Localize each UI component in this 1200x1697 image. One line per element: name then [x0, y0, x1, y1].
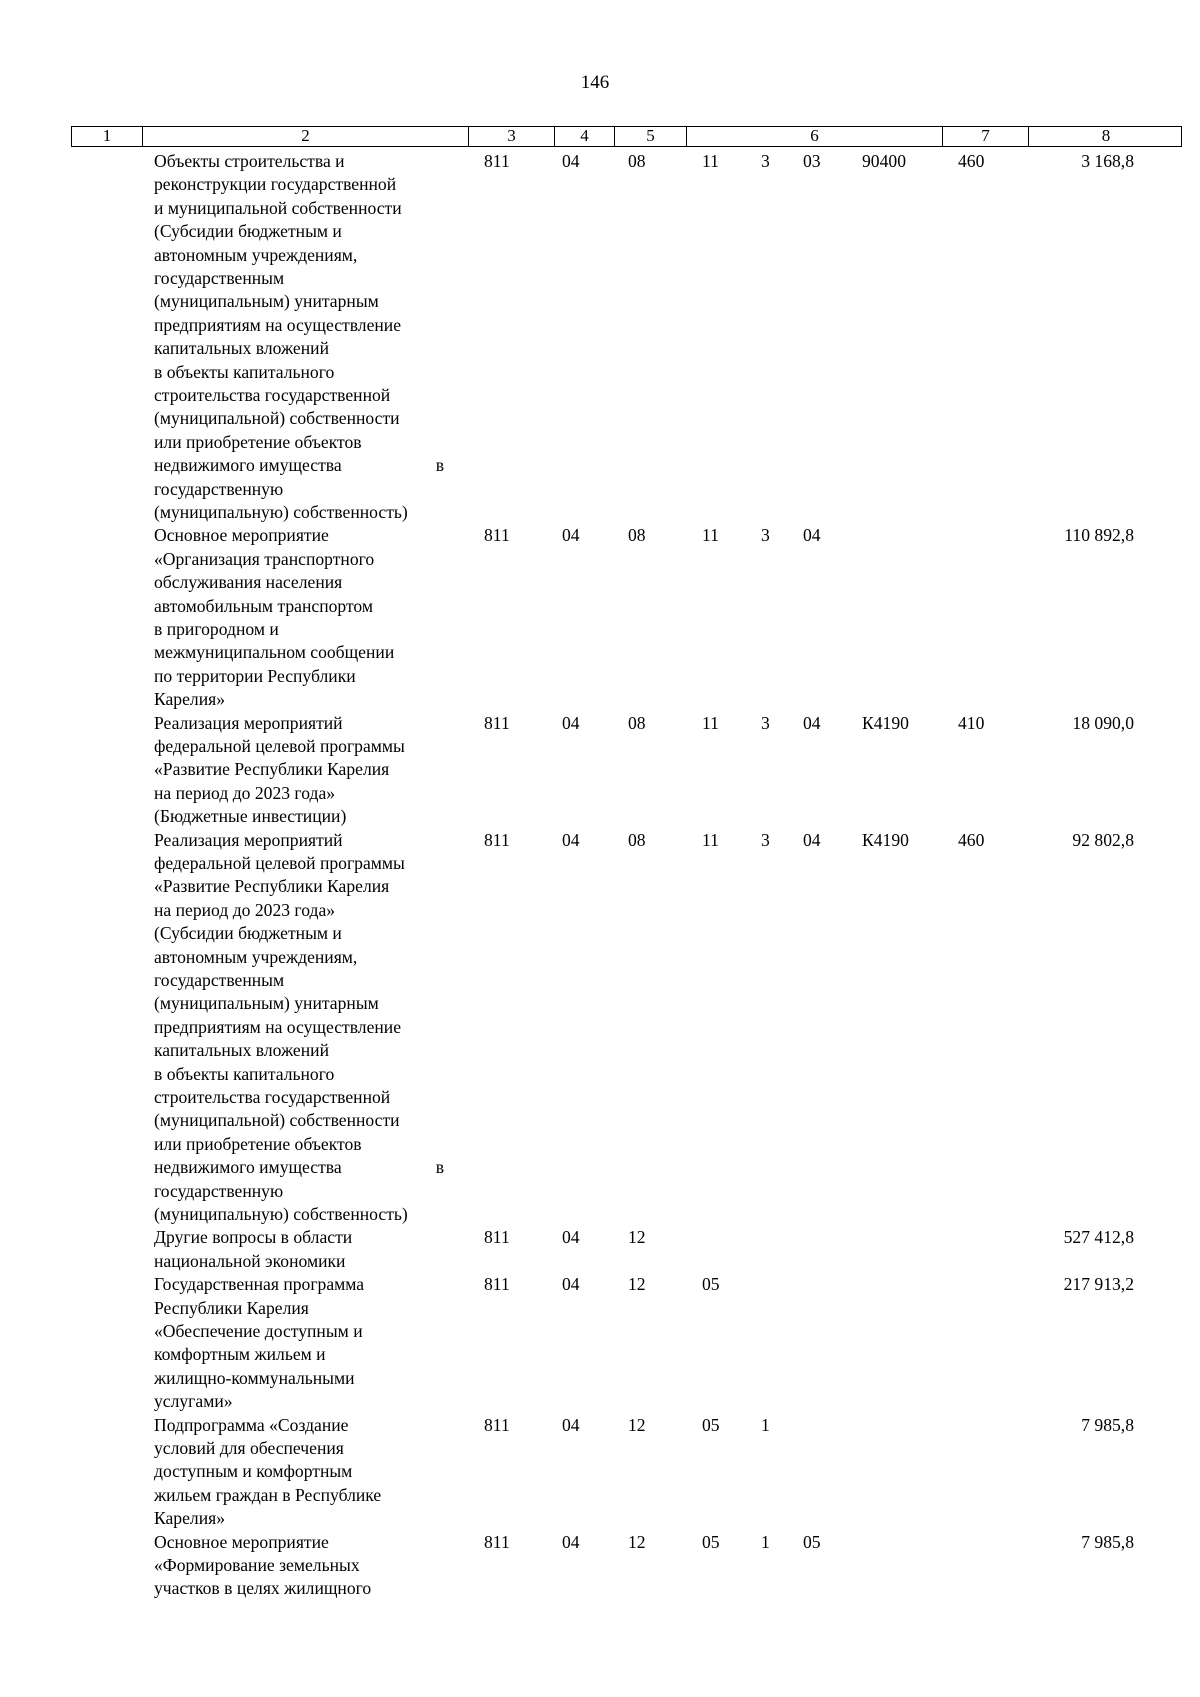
row-description: [154, 712, 454, 829]
cell-c5: 08: [628, 829, 646, 850]
cell-c6c: 04: [803, 829, 821, 850]
cell-c8: 527 412,8: [1063, 1227, 1134, 1248]
header-col-2: 2: [142, 127, 468, 146]
description-line: Подпрограмма «Создание: [154, 1414, 349, 1435]
cell-c6c: 04: [803, 712, 821, 733]
description-line: в объекты капитального: [154, 361, 335, 382]
cell-c6b: 1: [761, 1414, 770, 1435]
description-line: недвижимого имущества в: [154, 1157, 444, 1178]
cell-c6b: 1: [761, 1531, 770, 1552]
cell-c6a: 11: [702, 829, 719, 850]
header-col-8: 8: [1028, 127, 1183, 146]
cell-c6b: 3: [761, 525, 770, 546]
description-line: межмуниципальном сообщении: [154, 642, 395, 663]
description-line: Карелия»: [154, 689, 226, 710]
cell-c4: 04: [562, 151, 580, 171]
row-description: [154, 1414, 454, 1531]
description-line: «Организация транспортного: [154, 548, 375, 569]
description-line: Реализация мероприятий: [154, 829, 343, 850]
cell-c4: 04: [562, 1531, 580, 1552]
page-number: 146: [580, 72, 610, 93]
row-description: [154, 829, 454, 1227]
description-line: или приобретение объектов: [154, 1133, 362, 1154]
description-line: Основное мероприятие: [154, 1531, 329, 1552]
description-line: «Развитие Республики Карелия: [154, 876, 390, 897]
description-line: Республики Карелия: [154, 1297, 309, 1318]
header-col-6: 6: [686, 127, 942, 146]
description-line: «Развитие Республики Карелия: [154, 759, 390, 780]
description-line: Другие вопросы в области: [154, 1227, 353, 1248]
row-description: [154, 524, 454, 711]
cell-c8: 110 892,8: [1064, 525, 1134, 546]
description-line: Карелия»: [154, 1508, 226, 1529]
header-col-3: 3: [468, 127, 554, 146]
description-line: реконструкции государственной: [154, 174, 397, 195]
description-line: (Бюджетные инвестиции): [154, 806, 347, 827]
description-line: (Субсидии бюджетным и: [154, 221, 342, 242]
description-line: услугами»: [154, 1391, 233, 1412]
description-line: государственным: [154, 970, 285, 991]
row-description: [154, 150, 454, 525]
description-line: национальной экономики: [154, 1250, 346, 1271]
cell-c5: 08: [628, 151, 646, 171]
cell-c3: 811: [484, 1414, 510, 1435]
description-line: (муниципальную) собственность): [154, 502, 408, 523]
description-line: Реализация мероприятий: [154, 712, 343, 733]
cell-c4: 04: [562, 1414, 580, 1435]
cell-c6a: 05: [702, 1531, 720, 1552]
cell-c6a: 05: [702, 1414, 720, 1435]
cell-c4: 04: [562, 829, 580, 850]
cell-c7: 460: [958, 151, 985, 171]
description-line: автономным учреждениям,: [154, 244, 358, 265]
description-line: в объекты капитального: [154, 1063, 335, 1084]
cell-c4: 04: [562, 712, 580, 733]
cell-c6b: 3: [761, 712, 770, 733]
cell-c6a: 11: [702, 525, 719, 546]
cell-c6c: 05: [803, 1531, 821, 1552]
description-line: автономным учреждениям,: [154, 946, 358, 967]
cell-c6a: 11: [702, 151, 719, 171]
description-line: (муниципальной) собственности: [154, 1110, 400, 1131]
description-line: в пригородном и: [154, 619, 279, 640]
description-line: (муниципальной) собственности: [154, 408, 400, 429]
description-line: государственную: [154, 478, 284, 499]
cell-c6c: 03: [803, 151, 821, 171]
description-line: капитальных вложений: [154, 338, 329, 359]
header-col-4: 4: [554, 127, 614, 146]
cell-c5: 12: [628, 1531, 646, 1552]
description-line: «Формирование земельных: [154, 1555, 360, 1575]
description-line: или приобретение объектов: [154, 431, 362, 452]
cell-c7: 410: [958, 712, 985, 733]
cell-c4: 04: [562, 1274, 580, 1295]
description-line: строительства государственной: [154, 1087, 391, 1108]
cell-c4: 04: [562, 1227, 580, 1248]
description-line: (муниципальную) собственность): [154, 1204, 408, 1225]
cell-c6a: 11: [702, 712, 719, 733]
cell-c8: 217 913,2: [1063, 1274, 1134, 1295]
description-line: жильем граждан в Республике: [154, 1484, 382, 1505]
cell-c7: 460: [958, 829, 985, 850]
header-col-7: 7: [942, 127, 1028, 146]
description-line: обслуживания населения: [154, 572, 343, 593]
description-line: Государственная программа: [154, 1274, 365, 1295]
cell-c3: 811: [484, 829, 510, 850]
cell-c6d: К4190: [862, 829, 909, 850]
cell-c3: 811: [484, 1531, 510, 1552]
description-line: (муниципальным) унитарным: [154, 291, 379, 312]
cell-c6d: 90400: [862, 151, 906, 171]
cell-c6b: 3: [761, 151, 770, 171]
description-line: участков в целях жилищного: [154, 1578, 372, 1599]
description-line: доступным и комфортным: [154, 1461, 353, 1482]
header-col-5: 5: [614, 127, 686, 146]
description-line: (Субсидии бюджетным и: [154, 923, 342, 944]
description-line: федеральной целевой программы: [154, 736, 405, 756]
description-line: (муниципальным) унитарным: [154, 993, 379, 1014]
cell-c5: 12: [628, 1414, 646, 1435]
description-line: комфортным жильем и: [154, 1344, 326, 1365]
description-line: недвижимого имущества в: [154, 455, 444, 476]
description-line: «Обеспечение доступным и: [154, 1321, 363, 1341]
description-line: жилищно-коммунальными: [154, 1367, 355, 1388]
cell-c5: 08: [628, 525, 646, 546]
description-line: на период до 2023 года»: [154, 899, 336, 920]
row-description: [154, 1531, 454, 1601]
cell-c5: 08: [628, 712, 646, 733]
row-description: [154, 1226, 454, 1273]
cell-c8: 92 802,8: [1072, 829, 1134, 850]
cell-c8: 7 985,8: [1081, 1531, 1134, 1552]
cell-c6c: 04: [803, 525, 821, 546]
cell-c6b: 3: [761, 829, 770, 850]
cell-c4: 04: [562, 525, 580, 546]
cell-c3: 811: [484, 525, 510, 546]
cell-c8: 7 985,8: [1081, 1414, 1134, 1435]
cell-c3: 811: [484, 1274, 510, 1295]
description-line: предприятиям на осуществление: [154, 1016, 402, 1037]
cell-c3: 811: [484, 712, 510, 733]
description-line: на период до 2023 года»: [154, 782, 336, 803]
description-line: и муниципальной собственности: [154, 197, 402, 218]
header-col-1: 1: [102, 126, 112, 145]
description-line: федеральной целевой программы: [154, 853, 405, 873]
cell-c6d: К4190: [862, 712, 909, 733]
cell-c8: 18 090,0: [1072, 712, 1134, 733]
description-line: капитальных вложений: [154, 1040, 329, 1061]
table-header: [71, 126, 1182, 147]
description-line: условий для обеспечения: [154, 1438, 344, 1458]
cell-c5: 12: [628, 1227, 646, 1248]
description-line: предприятиям на осуществление: [154, 314, 402, 335]
row-description: [154, 1273, 454, 1413]
description-line: Основное мероприятие: [154, 525, 329, 546]
description-line: по территории Республики: [154, 665, 356, 686]
description-line: автомобильным транспортом: [154, 595, 374, 616]
cell-c3: 811: [484, 1227, 510, 1248]
description-line: государственную: [154, 1180, 284, 1201]
cell-c3: 811: [484, 151, 510, 171]
cell-c8: 3 168,8: [1081, 151, 1134, 171]
description-line: строительства государственной: [154, 385, 391, 406]
description-line: государственным: [154, 268, 285, 289]
cell-c6a: 05: [702, 1274, 720, 1295]
description-line: Объекты строительства и: [154, 151, 345, 171]
cell-c5: 12: [628, 1274, 646, 1295]
